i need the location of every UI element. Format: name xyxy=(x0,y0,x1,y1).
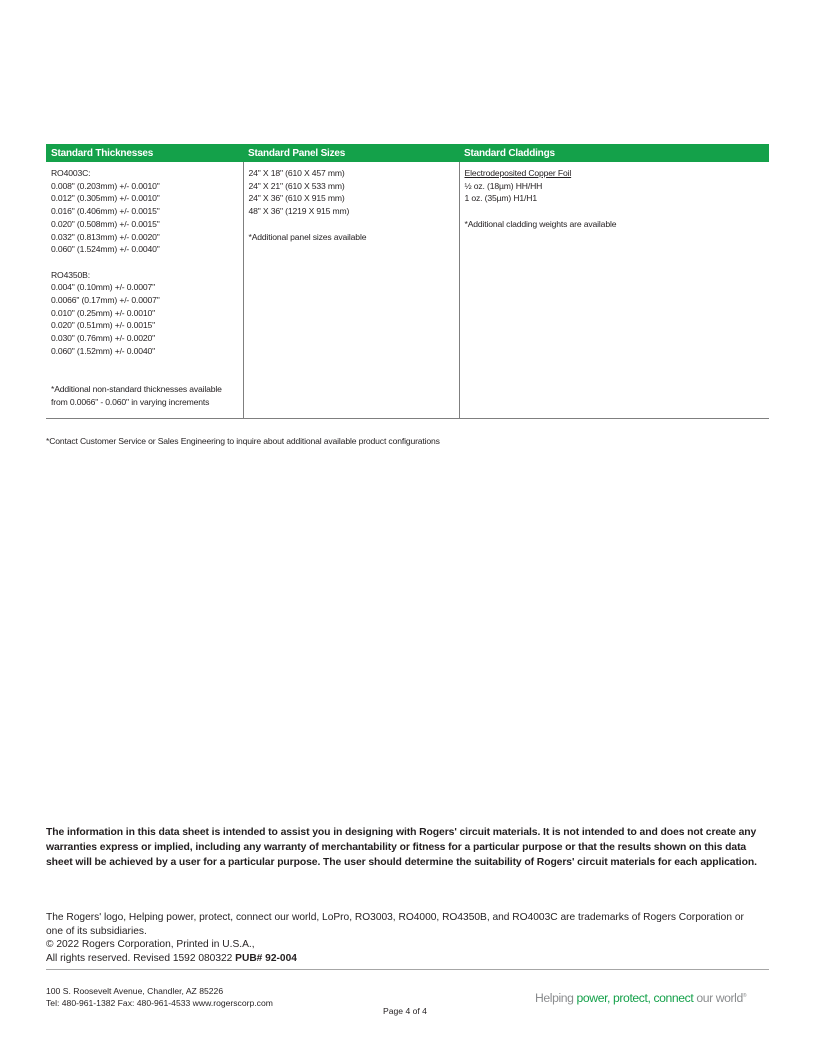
thickness-note: *Additional non-standard thicknesses available from 0.0066" - 0.060" in varying increments xyxy=(51,383,222,407)
panel-note: *Additional panel sizes available xyxy=(248,231,367,242)
list-item: 0.060" (1.52mm) +/- 0.0040" xyxy=(51,345,156,356)
tagline-helping: Helping xyxy=(535,991,574,1005)
configuration-footnote: *Contact Customer Service or Sales Engineering to inquire about additional available product configurations xyxy=(46,436,440,446)
list-item: 0.060" (1.524mm) +/- 0.0040" xyxy=(51,244,160,255)
list-item: 0.004" (0.10mm) +/- 0.0007" xyxy=(51,282,156,293)
list-item: 24" X 36" (610 X 915 mm) xyxy=(248,193,345,204)
list-item: 0.030" (0.76mm) +/- 0.0020" xyxy=(51,333,156,344)
claddings-cell xyxy=(459,162,769,419)
copyright-text: © 2022 Rogers Corporation, Printed in U.S.A., xyxy=(46,939,255,951)
list-item: 0.010" (0.25mm) +/- 0.0010" xyxy=(51,307,156,318)
tagline-power: power, protect, connect xyxy=(576,991,694,1005)
revision-text: All rights reserved. Revised 1592 080322 xyxy=(46,953,233,965)
trademarks-block xyxy=(46,911,762,966)
list-item: 1 oz. (35µm) H1/H1 xyxy=(464,193,537,204)
table-row xyxy=(46,162,769,419)
list-item: 0.0066" (0.17mm) +/- 0.0007" xyxy=(51,295,160,306)
list-item: 0.020" (0.508mm) +/- 0.0015" xyxy=(51,218,160,229)
address-line: 100 S. Roosevelt Avenue, Chandler, AZ 85226 xyxy=(46,986,224,996)
ro4350b-title: RO4350B: xyxy=(51,269,90,280)
list-item: 0.008" (0.203mm) +/- 0.0010" xyxy=(51,180,160,191)
list-item: 0.016" (0.406mm) +/- 0.0015" xyxy=(51,206,160,217)
contact-line: Tel: 480-961-1382 Fax: 480-961-4533 www.rogerscorp.com xyxy=(46,998,273,1009)
brand-tagline xyxy=(535,991,746,1005)
list-item: 0.020" (0.51mm) +/- 0.0015" xyxy=(51,320,156,331)
list-item: 24" X 21" (610 X 533 mm) xyxy=(248,180,345,191)
cladding-note: *Additional cladding weights are available xyxy=(464,218,617,229)
list-item: 48" X 36" (1219 X 915 mm) xyxy=(248,206,350,217)
registered-mark: ® xyxy=(742,992,747,999)
table-header-row xyxy=(46,144,769,162)
list-item: ½ oz. (18µm) HH/HH xyxy=(464,180,543,191)
footer-divider xyxy=(46,969,769,970)
header-thicknesses: Standard Thicknesses xyxy=(46,144,243,162)
thicknesses-cell xyxy=(46,162,243,419)
cladding-title: Electrodeposited Copper Foil xyxy=(464,168,572,178)
revision-line xyxy=(46,952,762,966)
ro4003c-title: RO4003C: xyxy=(51,168,91,178)
specs-table xyxy=(46,144,769,419)
list-item: 24" X 18" (610 X 457 mm) xyxy=(248,168,345,178)
panel-sizes-cell xyxy=(243,162,459,419)
tagline-world: our world xyxy=(696,991,743,1005)
pub-number: PUB# 92-004 xyxy=(235,953,297,965)
list-item: 0.032" (0.813mm) +/- 0.0020" xyxy=(51,231,160,242)
header-panel-sizes: Standard Panel Sizes xyxy=(243,144,459,162)
disclaimer-text: The information in this data sheet is intended to assist you in designing with Rogers' circuit materials. It is not intended to and does not create any warranties express or implied, including any warranty of merchantability or fitness for a particular purpose or that the results shown on this data sheet will be achieved by a user for a particular purpose. The user should determine the suitability of Rogers' circuit materials for each application. xyxy=(46,827,757,868)
trademark-text: The Rogers' logo, Helping power, protect, connect our world, LoPro, RO3003, RO4000, RO4350B, and RO4003C are trademarks of Rogers Corporation or one of its subsidiaries. xyxy=(46,912,744,937)
company-address xyxy=(46,985,273,1010)
list-item: 0.012" (0.305mm) +/- 0.0010" xyxy=(51,193,160,204)
header-claddings: Standard Claddings xyxy=(459,144,769,162)
page-number: Page 4 of 4 xyxy=(383,1006,427,1016)
